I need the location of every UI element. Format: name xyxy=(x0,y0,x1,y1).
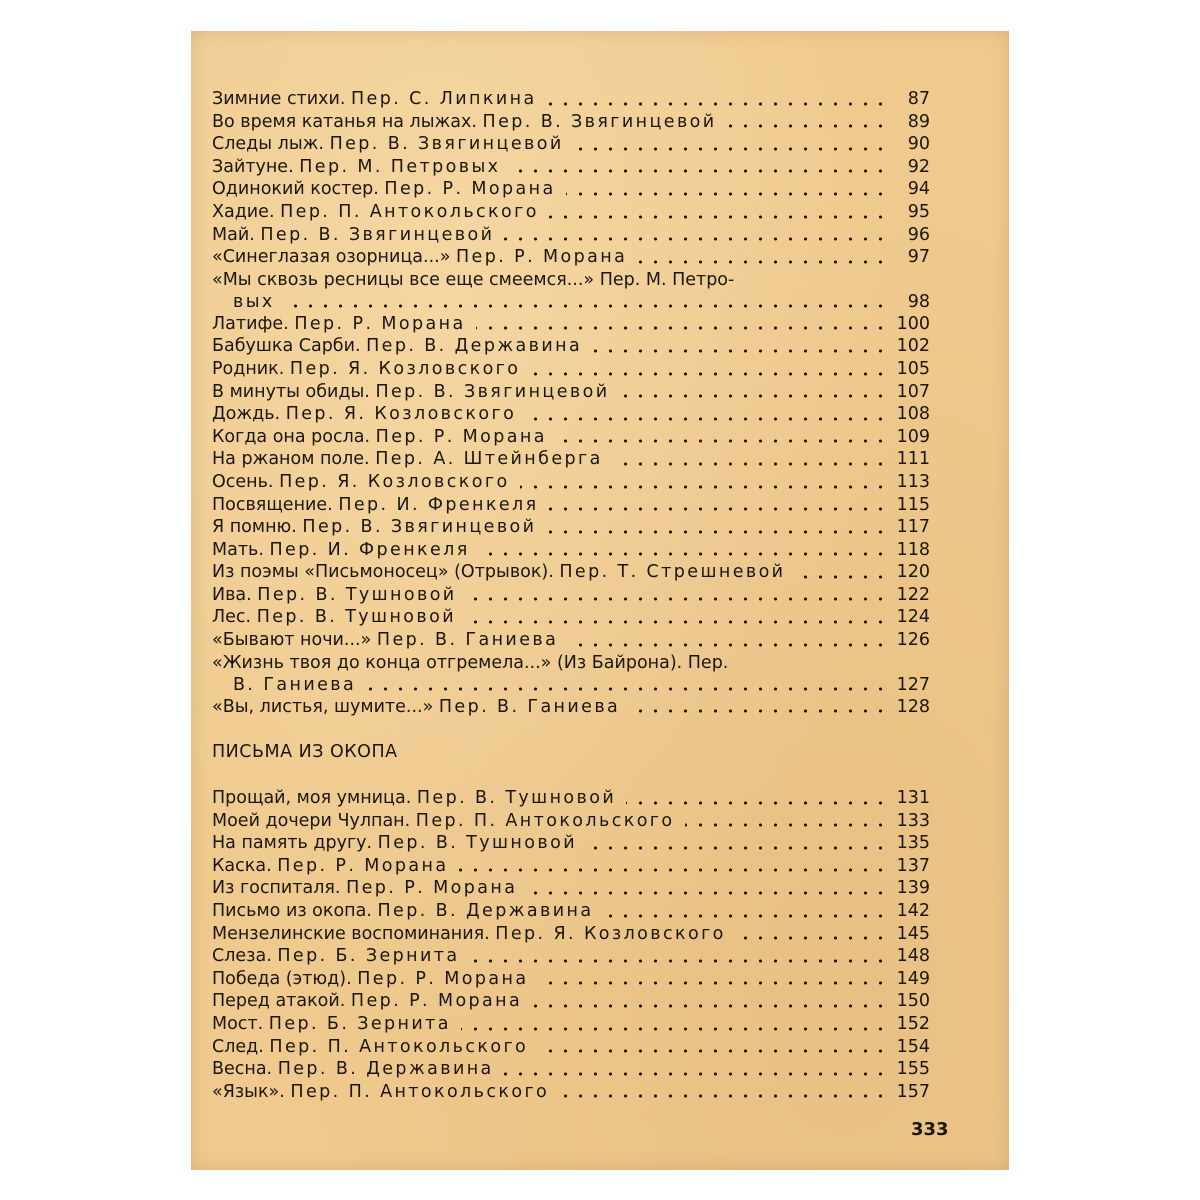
entry-title xyxy=(212,810,675,833)
entry-translator: Пер. П. Антокольского xyxy=(415,810,675,831)
toc-entry xyxy=(212,448,930,471)
toc-entry xyxy=(212,629,930,652)
entry-translator: Пер. Р. Морана xyxy=(350,991,523,1012)
toc-entry xyxy=(212,1013,930,1036)
toc-entry xyxy=(212,178,930,201)
entry-page-number: 111 xyxy=(896,449,930,470)
entry-title-text: «Язык». xyxy=(212,1081,285,1102)
entry-title xyxy=(212,178,556,201)
entry-title xyxy=(212,313,466,336)
dot-leader xyxy=(526,417,888,421)
toc-entry xyxy=(212,494,930,517)
entry-title xyxy=(212,246,627,269)
entry-page-number: 107 xyxy=(896,381,930,402)
entry-page-number: 128 xyxy=(896,696,930,717)
entry-page-number: 154 xyxy=(896,1036,930,1057)
dot-leader xyxy=(574,147,888,151)
entry-title xyxy=(212,629,558,652)
dot-leader xyxy=(685,823,888,827)
entry-translator: Пер. Р. Морана xyxy=(375,426,547,447)
entry-translator: Пер. В. Звягинцевой xyxy=(302,517,537,538)
toc-entry xyxy=(212,471,930,494)
entry-page-number: 152 xyxy=(896,1013,930,1034)
entry-title-text: След. xyxy=(212,1036,264,1057)
entry-page-number: 89 xyxy=(907,111,930,132)
entry-translator: Пер. С. Липкина xyxy=(351,89,537,109)
toc-entry xyxy=(212,201,930,224)
dot-leader xyxy=(736,936,888,940)
entry-title xyxy=(212,968,529,991)
entry-translator: Пер. В. Тушновой xyxy=(416,788,617,808)
entry-title xyxy=(212,516,536,539)
entry-title xyxy=(212,426,547,449)
entry-translator: Пер. В. Звягинцевой xyxy=(260,224,495,245)
entry-translator: Пер. П. Антокольского xyxy=(269,1036,529,1057)
entry-title xyxy=(212,1036,528,1059)
dot-leader xyxy=(626,801,888,805)
dot-leader xyxy=(532,1004,888,1008)
entry-translator: Пер. В. Тушновой xyxy=(377,833,577,854)
entry-translator: Пер. В. Звягинцевой xyxy=(482,111,717,132)
toc-entry xyxy=(212,88,930,111)
entry-title-continuation: В. Ганиева xyxy=(233,674,357,695)
entry-title-text: Май. xyxy=(212,224,255,245)
entry-title xyxy=(212,1013,451,1036)
entry-translator: Пер. Т. Стрешневой xyxy=(559,562,786,583)
entry-title xyxy=(212,156,500,179)
entry-page-number: 133 xyxy=(896,810,930,831)
entry-title-text: «Мы сквозь ресницы все еще смеемся...» Пер. М. Петро- xyxy=(212,269,735,290)
entry-page-number: 148 xyxy=(896,946,930,967)
dot-leader xyxy=(727,124,888,128)
toc-entry xyxy=(212,652,930,696)
entry-title-text: Когда она росла. xyxy=(212,426,371,447)
entry-page-number: 108 xyxy=(896,404,930,425)
entry-translator: Пер. В. Тушновой xyxy=(257,584,457,605)
entry-title xyxy=(212,111,717,134)
entry-translator: Пер. Р. Морана xyxy=(294,313,466,334)
entry-title xyxy=(212,133,564,156)
entry-page-number: 127 xyxy=(896,674,930,695)
entry-title-text: Латифе. xyxy=(212,313,289,334)
entry-translator: Пер. М. Петровых xyxy=(299,156,501,177)
entry-translator: Пер. В. Ганиева xyxy=(376,630,559,651)
toc-entry xyxy=(212,990,930,1013)
section-title: ПИСЬМА ИЗ ОКОПА xyxy=(212,742,398,762)
entry-page-number: 113 xyxy=(896,471,930,492)
page-number: 333 xyxy=(911,1119,949,1140)
entry-page-number: 90 xyxy=(907,134,930,155)
dot-leader xyxy=(637,260,888,264)
entry-title-text: Зайтуне. xyxy=(212,156,294,177)
toc-entry xyxy=(212,606,930,629)
toc-entry xyxy=(212,403,930,426)
entry-title xyxy=(212,1058,494,1081)
dot-leader xyxy=(530,372,888,376)
entry-title-text: Ива. xyxy=(212,584,252,605)
entry-title-text: «Синеглазая озорница...» xyxy=(212,247,451,268)
toc-entry xyxy=(212,381,930,404)
dot-leader xyxy=(366,687,888,691)
entry-title xyxy=(212,606,456,629)
toc-entry xyxy=(212,810,930,833)
entry-title xyxy=(212,335,582,358)
toc-entry xyxy=(212,945,930,968)
entry-title xyxy=(212,471,510,494)
book-page xyxy=(191,31,1009,1170)
entry-translator: Пер. Я. Козловского xyxy=(495,923,726,944)
entry-title xyxy=(212,494,539,517)
entry-title xyxy=(212,855,448,878)
entry-page-number: 124 xyxy=(896,607,930,628)
entry-title-text: Дождь. xyxy=(212,404,281,425)
entry-title xyxy=(212,923,726,946)
entry-translator: Пер. Р. Морана xyxy=(346,878,518,899)
toc-entry xyxy=(212,832,930,855)
dot-leader xyxy=(458,868,888,872)
entry-page-number: 155 xyxy=(896,1059,930,1080)
toc-entry xyxy=(212,923,930,946)
dot-leader xyxy=(568,643,888,647)
dot-leader xyxy=(630,709,888,713)
toc-entry xyxy=(212,246,930,269)
dot-leader xyxy=(538,1049,888,1053)
entry-translator: Пер. А. Штейнберга xyxy=(375,449,603,470)
entry-title xyxy=(212,877,517,900)
toc-entry xyxy=(212,561,930,584)
dot-leader xyxy=(527,891,888,895)
entry-translator: Пер. Р. Морана xyxy=(455,247,628,268)
entry-translator: Пер. В. Державина xyxy=(377,900,594,921)
toc-list-top xyxy=(212,88,930,718)
entry-page-number: 96 xyxy=(907,224,930,245)
entry-page-number: 145 xyxy=(896,923,930,944)
dot-leader xyxy=(480,552,888,556)
entry-page-number: 115 xyxy=(896,494,930,515)
entry-page-number: 126 xyxy=(896,630,930,651)
entry-page-number: 157 xyxy=(896,1081,930,1102)
entry-page-number: 122 xyxy=(896,584,930,605)
entry-translator: Пер. Р. Морана xyxy=(357,968,529,989)
toc-entry xyxy=(212,224,930,247)
dot-leader xyxy=(467,597,888,601)
entry-title xyxy=(212,696,620,719)
toc-entry xyxy=(212,855,930,878)
entry-page-number: 98 xyxy=(907,291,930,312)
entry-title-text: «Жизнь твоя до конца отгремела...» (Из Байрона). Пер. xyxy=(212,652,729,673)
toc-entry xyxy=(212,539,930,562)
entry-title-text: Весна. xyxy=(212,1059,273,1080)
dot-leader xyxy=(557,439,888,443)
entry-page-number: 109 xyxy=(896,426,930,447)
entry-translator: Пер. П. Антокольского xyxy=(280,201,539,222)
entry-title xyxy=(212,584,457,607)
entry-title-text: Осень. xyxy=(212,471,274,492)
entry-translator: Пер. Р. Морана xyxy=(277,855,449,876)
entry-translator: Пер. И. Френкеля xyxy=(338,494,539,515)
dot-leader xyxy=(620,394,888,398)
toc-entry xyxy=(212,968,930,991)
dot-leader xyxy=(549,507,888,511)
dot-leader xyxy=(504,237,888,241)
dot-leader xyxy=(566,192,888,196)
toc-entry xyxy=(212,696,930,719)
entry-translator: Пер. Б. Зернита xyxy=(277,946,460,967)
entry-title-text: Каска. xyxy=(212,855,272,876)
toc-entry xyxy=(212,877,930,900)
entry-title-text: Я помню. xyxy=(212,517,297,538)
dot-leader xyxy=(613,462,888,466)
toc-entry xyxy=(212,269,930,313)
toc-entry xyxy=(212,335,930,358)
entry-title-text: Прощай, моя умница. xyxy=(212,788,412,808)
entry-title xyxy=(212,561,785,584)
entry-page-number: 135 xyxy=(896,833,930,854)
toc-entry xyxy=(212,313,930,336)
dot-leader xyxy=(603,914,888,918)
entry-page-number: 142 xyxy=(896,900,930,921)
entry-title-text: Мать. xyxy=(212,539,264,560)
dot-leader xyxy=(549,215,888,219)
entry-title-text: Из госпиталя. xyxy=(212,878,341,899)
entry-page-number: 120 xyxy=(896,562,930,583)
entry-title-text: Родник. xyxy=(212,358,285,379)
entry-title-text: Одинокий костер. xyxy=(212,179,379,200)
entry-title-text: «Вы, листья, шумите...» xyxy=(212,696,434,717)
toc-entry xyxy=(212,156,930,179)
entry-page-number: 150 xyxy=(896,991,930,1012)
dot-leader xyxy=(546,530,888,534)
entry-translator: Пер. В. Ганиева xyxy=(438,696,621,717)
dot-leader xyxy=(539,981,888,985)
toc-entry xyxy=(212,900,930,923)
entry-page-number: 100 xyxy=(896,313,930,334)
entry-title-text: «Бывают ночи...» xyxy=(212,630,372,651)
toc-entry xyxy=(212,1081,930,1104)
entry-title xyxy=(212,990,522,1013)
entry-page-number: 87 xyxy=(907,89,930,109)
entry-translator: Пер. В. Тушновой xyxy=(256,607,456,628)
dot-leader xyxy=(476,326,888,330)
entry-title-text: Перед атакой. xyxy=(212,991,346,1012)
entry-translator: Пер. Б. Зернита xyxy=(268,1013,451,1034)
toc-list-bottom xyxy=(212,787,930,1103)
entry-title-text: Моей дочери Чулпан. xyxy=(212,810,411,831)
entry-page-number: 105 xyxy=(896,358,930,379)
entry-translator: Пер. Я. Козловского xyxy=(285,404,517,425)
entry-title-text: Победа (этюд). xyxy=(212,968,352,989)
entry-translator: Пер. П. Антокольского xyxy=(290,1081,550,1102)
dot-leader xyxy=(504,1072,888,1076)
entry-page-number: 137 xyxy=(896,855,930,876)
toc-entry xyxy=(212,516,930,539)
entry-title xyxy=(212,448,603,471)
entry-title-text: На память другу. xyxy=(212,833,373,854)
entry-title-text: Посвящение. xyxy=(212,494,333,515)
entry-title xyxy=(212,900,593,923)
entry-translator: Пер. Р. Морана xyxy=(384,179,556,200)
entry-title xyxy=(212,539,470,562)
entry-title xyxy=(212,403,516,426)
dot-leader xyxy=(466,620,888,624)
entry-title xyxy=(212,224,494,247)
toc-entry xyxy=(212,584,930,607)
entry-title-text: Мензелинские воспоминания. xyxy=(212,923,490,944)
dot-leader xyxy=(285,304,888,308)
dot-leader xyxy=(587,846,888,850)
entry-page-number: 95 xyxy=(907,201,930,222)
entry-translator: Пер. И. Френкеля xyxy=(269,539,470,560)
dot-leader xyxy=(592,349,888,353)
entry-title-text: Из поэмы «Письмоносец» (Отрывок). xyxy=(212,562,554,583)
entry-title xyxy=(212,381,610,404)
entry-translator: Пер. В. Звягинцевой xyxy=(329,134,564,155)
toc-entry xyxy=(212,1058,930,1081)
toc-entry xyxy=(212,358,930,381)
toc-entry xyxy=(212,111,930,134)
entry-title-text: Мост. xyxy=(212,1013,264,1034)
entry-page-number: 117 xyxy=(896,517,930,538)
entry-title-text: Слеза. xyxy=(212,946,272,967)
dot-leader xyxy=(461,1027,888,1031)
dot-leader xyxy=(510,169,888,173)
dot-leader xyxy=(547,102,888,106)
entry-title-text: Зимние стихи. xyxy=(212,89,346,109)
entry-translator: Пер. Я. Козловского xyxy=(289,358,521,379)
entry-page-number: 131 xyxy=(896,788,930,808)
entry-page-number: 92 xyxy=(907,156,930,177)
entry-page-number: 97 xyxy=(907,247,930,268)
entry-page-number: 94 xyxy=(907,179,930,200)
entry-title-text: Хадие. xyxy=(212,201,275,222)
toc-entry xyxy=(212,1036,930,1059)
entry-page-number: 149 xyxy=(896,968,930,989)
entry-title-text: Лес. xyxy=(212,607,252,628)
entry-title-text: На ржаном поле. xyxy=(212,449,370,470)
entry-translator: Пер. В. Державина xyxy=(366,336,583,357)
entry-translator: Пер. В. Звягинцевой xyxy=(375,381,610,402)
entry-title xyxy=(212,1081,549,1104)
entry-title xyxy=(212,269,734,292)
entry-translator: Пер. В. Державина xyxy=(277,1059,494,1080)
entry-title-text: Бабушка Сарби. xyxy=(212,336,361,357)
entry-title xyxy=(212,652,728,675)
entry-title-text: Письмо из окопа. xyxy=(212,900,372,921)
entry-title xyxy=(212,358,520,381)
entry-title-text: Следы лыж. xyxy=(212,134,324,155)
entry-title xyxy=(212,88,537,111)
entry-title xyxy=(212,832,577,855)
entry-title-text: Во время катанья на лыжах. xyxy=(212,111,477,132)
dot-leader xyxy=(469,959,888,963)
dot-leader xyxy=(520,485,888,489)
entry-translator: Пер. Я. Козловского xyxy=(279,471,510,492)
entry-title-continuation: вых xyxy=(233,291,275,312)
toc-entry xyxy=(212,426,930,449)
entry-page-number: 139 xyxy=(896,878,930,899)
toc-entry xyxy=(212,787,930,810)
dot-leader xyxy=(559,1094,888,1098)
entry-title xyxy=(212,201,539,224)
dot-leader xyxy=(795,575,888,579)
entry-page-number: 118 xyxy=(896,539,930,560)
entry-page-number: 102 xyxy=(896,336,930,357)
toc-entry xyxy=(212,133,930,156)
entry-title-text: В минуты обиды. xyxy=(212,381,370,402)
entry-title xyxy=(212,945,459,968)
entry-title xyxy=(212,787,616,810)
